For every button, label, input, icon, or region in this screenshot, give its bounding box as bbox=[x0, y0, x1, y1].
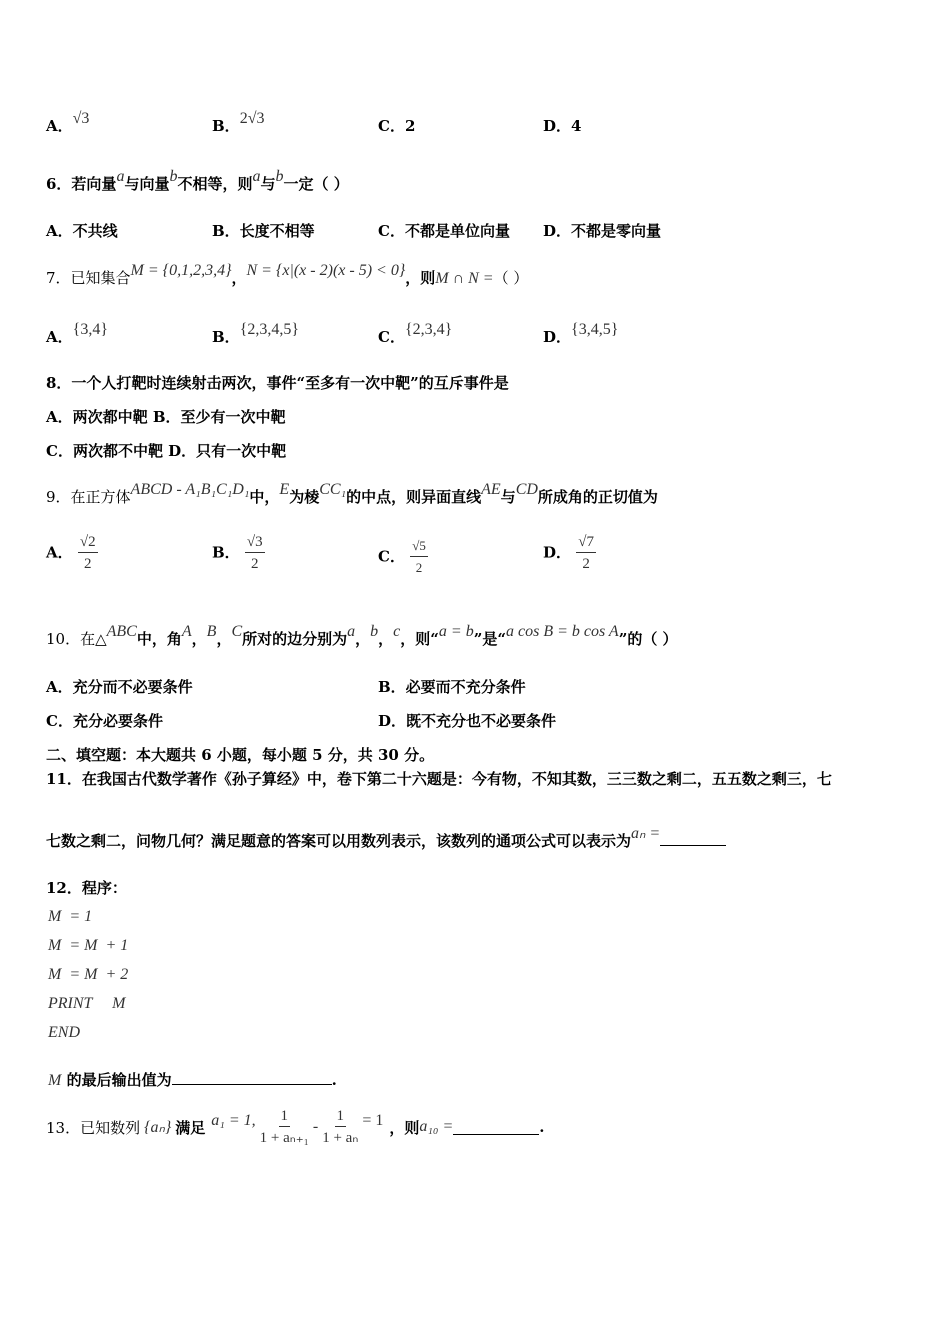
line-CD: CD bbox=[515, 481, 538, 498]
option-value: {2,3,4} bbox=[404, 321, 453, 338]
q10-text: ，则“ bbox=[400, 630, 439, 648]
numerator: √3 bbox=[245, 532, 265, 553]
numerator: 1 bbox=[279, 1106, 291, 1127]
q13-text: 13．已知数列 bbox=[46, 1118, 141, 1137]
equation-rhs: = 1 bbox=[362, 1112, 384, 1129]
q8-options-cd: C．两次都不中靶 D．只有一次中靶 bbox=[46, 442, 287, 460]
denominator: 2 bbox=[251, 556, 259, 572]
question-8: 8．一个人打靶时连续射击两次，事件“至多有一次中靶”的互斥事件是 bbox=[46, 374, 509, 392]
denominator: 1 + aₙ bbox=[322, 1129, 359, 1146]
section-heading: 二、填空题：本大题共 6 小题，每小题 5 分，共 30 分。 bbox=[46, 746, 435, 764]
vector-a: a bbox=[252, 168, 261, 185]
numerator: √2 bbox=[78, 532, 98, 553]
q7-text: 7．已知集合 bbox=[46, 269, 131, 287]
variable-M: M bbox=[48, 1072, 62, 1089]
answer-blank[interactable] bbox=[660, 831, 726, 846]
code-line-1: M = 1 bbox=[48, 908, 93, 925]
side-c: c bbox=[393, 623, 401, 640]
q10-text: ”是“ bbox=[473, 630, 506, 648]
q6-option-b: B．长度不相等 bbox=[212, 222, 315, 240]
fraction bbox=[245, 532, 265, 575]
q9-text: 9．在正方体 bbox=[46, 488, 131, 506]
q9-text: 所成角的正切值为 bbox=[537, 488, 658, 506]
option-label: D． bbox=[543, 543, 572, 562]
q10-option-a: A．充分而不必要条件 bbox=[46, 678, 193, 696]
denominator: 2 bbox=[582, 556, 590, 572]
option-label: B． bbox=[212, 117, 240, 135]
option-label: B． bbox=[212, 328, 240, 346]
q13-text: 满足 bbox=[175, 1118, 206, 1137]
q5-option-d: D．4 bbox=[543, 117, 582, 135]
option-value: 2√3 bbox=[239, 110, 265, 127]
q9-text: 与 bbox=[500, 488, 516, 506]
fraction bbox=[576, 532, 596, 575]
q10-text: 10．在△ bbox=[46, 630, 107, 648]
q10-text: ， bbox=[355, 630, 371, 648]
q9-option-d bbox=[543, 532, 596, 575]
set-N: N = {x|(x - 2)(x - 5) < 0} bbox=[246, 262, 406, 279]
edge-CC1: CC₁ bbox=[319, 481, 347, 498]
set-M: M = {0,1,2,3,4} bbox=[130, 262, 232, 279]
code-line-4: PRINT M bbox=[48, 995, 126, 1012]
option-value: {2,3,4,5} bbox=[239, 321, 300, 338]
denominator: 2 bbox=[415, 560, 423, 575]
q10-text: 中，角 bbox=[136, 630, 182, 648]
question-10 bbox=[46, 623, 910, 649]
numerator: √5 bbox=[410, 536, 428, 557]
q6-option-a: A．不共线 bbox=[46, 222, 118, 240]
general-term: aₙ = bbox=[631, 825, 661, 842]
q7-text: ， bbox=[231, 269, 247, 287]
q10-option-d: D．既不充分也不必要条件 bbox=[378, 712, 557, 730]
q6-option-c: C．不都是单位向量 bbox=[378, 222, 510, 240]
angle-B: B bbox=[206, 623, 217, 640]
question-9 bbox=[46, 481, 910, 507]
answer-blank[interactable] bbox=[453, 1120, 539, 1135]
q5-option-a bbox=[46, 110, 90, 136]
q7-text: ，则 bbox=[405, 269, 436, 287]
triangle-ABC: ABC bbox=[106, 623, 137, 640]
angle-C: C bbox=[231, 623, 243, 640]
q7-text: （ ） bbox=[493, 269, 529, 287]
numerator: √7 bbox=[576, 532, 596, 553]
condition-1: a = b bbox=[438, 623, 474, 640]
option-label: A． bbox=[46, 543, 73, 562]
q10-option-c: C．充分必要条件 bbox=[46, 712, 163, 730]
q6-text: 与 bbox=[260, 175, 276, 193]
q7-option-b bbox=[212, 321, 300, 347]
question-7 bbox=[46, 262, 910, 288]
q13-text: . bbox=[539, 1118, 545, 1136]
q6-text: 6．若向量 bbox=[46, 175, 117, 193]
option-label: C． bbox=[378, 328, 405, 346]
question-11-line2 bbox=[46, 825, 910, 851]
q10-text: ， bbox=[378, 630, 394, 648]
q11-text: 七数之剩二，问物几何？满足题意的答案可以用数列表示，该数列的通项公式可以表示为 bbox=[46, 832, 632, 850]
option-label: A． bbox=[46, 328, 73, 346]
sequence: {aₙ} bbox=[144, 1119, 172, 1136]
q10-text: ”的（ ） bbox=[618, 630, 678, 648]
vector-a: a bbox=[116, 168, 125, 185]
line-AE: AE bbox=[481, 481, 501, 498]
fraction bbox=[78, 532, 98, 575]
q5-option-b bbox=[212, 110, 265, 136]
angle-A: A bbox=[181, 623, 192, 640]
condition-2: a cos B = b cos A bbox=[505, 623, 619, 640]
q12-text: . bbox=[331, 1071, 337, 1089]
option-label: A． bbox=[46, 117, 73, 135]
q6-text: 一定（ ） bbox=[283, 175, 349, 193]
q9-text: 为棱 bbox=[289, 488, 320, 506]
q8-options-ab: A．两次都中靶 B．至少有一次中靶 bbox=[46, 408, 286, 426]
option-label: D． bbox=[543, 328, 572, 346]
option-value: √3 bbox=[72, 110, 90, 127]
point-E: E bbox=[279, 481, 290, 498]
q10-option-b: B．必要而不充分条件 bbox=[378, 678, 526, 696]
minus-sign: - bbox=[312, 1118, 319, 1135]
q7-option-a bbox=[46, 321, 108, 347]
q9-text: 的中点，则异面直线 bbox=[346, 488, 482, 506]
option-label: B． bbox=[212, 543, 240, 562]
question-12: 12．程序： bbox=[46, 879, 127, 897]
code-line-5: END bbox=[48, 1024, 80, 1041]
q6-text: 与向量 bbox=[124, 175, 170, 193]
denominator: 2 bbox=[83, 556, 92, 572]
term-a10: a₁₀ = bbox=[419, 1118, 454, 1135]
vector-b: b bbox=[275, 168, 284, 185]
fraction bbox=[410, 536, 428, 579]
answer-blank[interactable] bbox=[172, 1070, 332, 1085]
intersection: M ∩ N = bbox=[435, 270, 494, 287]
q6-text: 不相等，则 bbox=[177, 175, 253, 193]
q12-answer-line bbox=[48, 1069, 910, 1090]
q13-text: ，则 bbox=[389, 1118, 420, 1137]
q9-text: 中， bbox=[249, 488, 280, 506]
cube-label: ABCD - A₁B₁C₁D₁ bbox=[130, 481, 250, 498]
q9-option-a bbox=[46, 532, 98, 575]
q6-option-d: D．不都是零向量 bbox=[543, 222, 662, 240]
q9-option-b bbox=[212, 532, 265, 575]
question-11-line1: 11．在我国古代数学著作《孙子算经》中，卷下第二十六题是：今有物，不知其数，三三数之剩二，五五数之剩三，七 bbox=[46, 770, 832, 788]
q10-text: 所对的边分别为 bbox=[242, 630, 348, 648]
vector-b: b bbox=[169, 168, 178, 185]
fraction-1 bbox=[260, 1106, 309, 1149]
option-value: {3,4,5} bbox=[571, 321, 619, 338]
side-a: a bbox=[347, 623, 356, 640]
denominator: 1 + aₙ₊₁ bbox=[259, 1129, 309, 1146]
code-line-2: M = M + 1 bbox=[48, 937, 129, 954]
side-b: b bbox=[370, 623, 379, 640]
option-label: C． bbox=[378, 547, 405, 566]
question-13 bbox=[46, 1102, 910, 1152]
fraction-2 bbox=[322, 1106, 358, 1149]
q5-option-c: C．2 bbox=[378, 117, 416, 135]
q9-option-c bbox=[378, 536, 428, 579]
initial-term: a₁ = 1, bbox=[211, 1112, 256, 1129]
question-6 bbox=[46, 168, 910, 194]
numerator: 1 bbox=[335, 1106, 347, 1127]
option-value: {3,4} bbox=[72, 321, 108, 338]
q7-option-d bbox=[543, 321, 619, 347]
q7-option-c bbox=[378, 321, 453, 347]
q12-text: 的最后输出值为 bbox=[66, 1071, 172, 1089]
q10-text: ， bbox=[191, 630, 207, 648]
code-line-3: M = M + 2 bbox=[48, 966, 129, 983]
q10-text: ， bbox=[216, 630, 232, 648]
